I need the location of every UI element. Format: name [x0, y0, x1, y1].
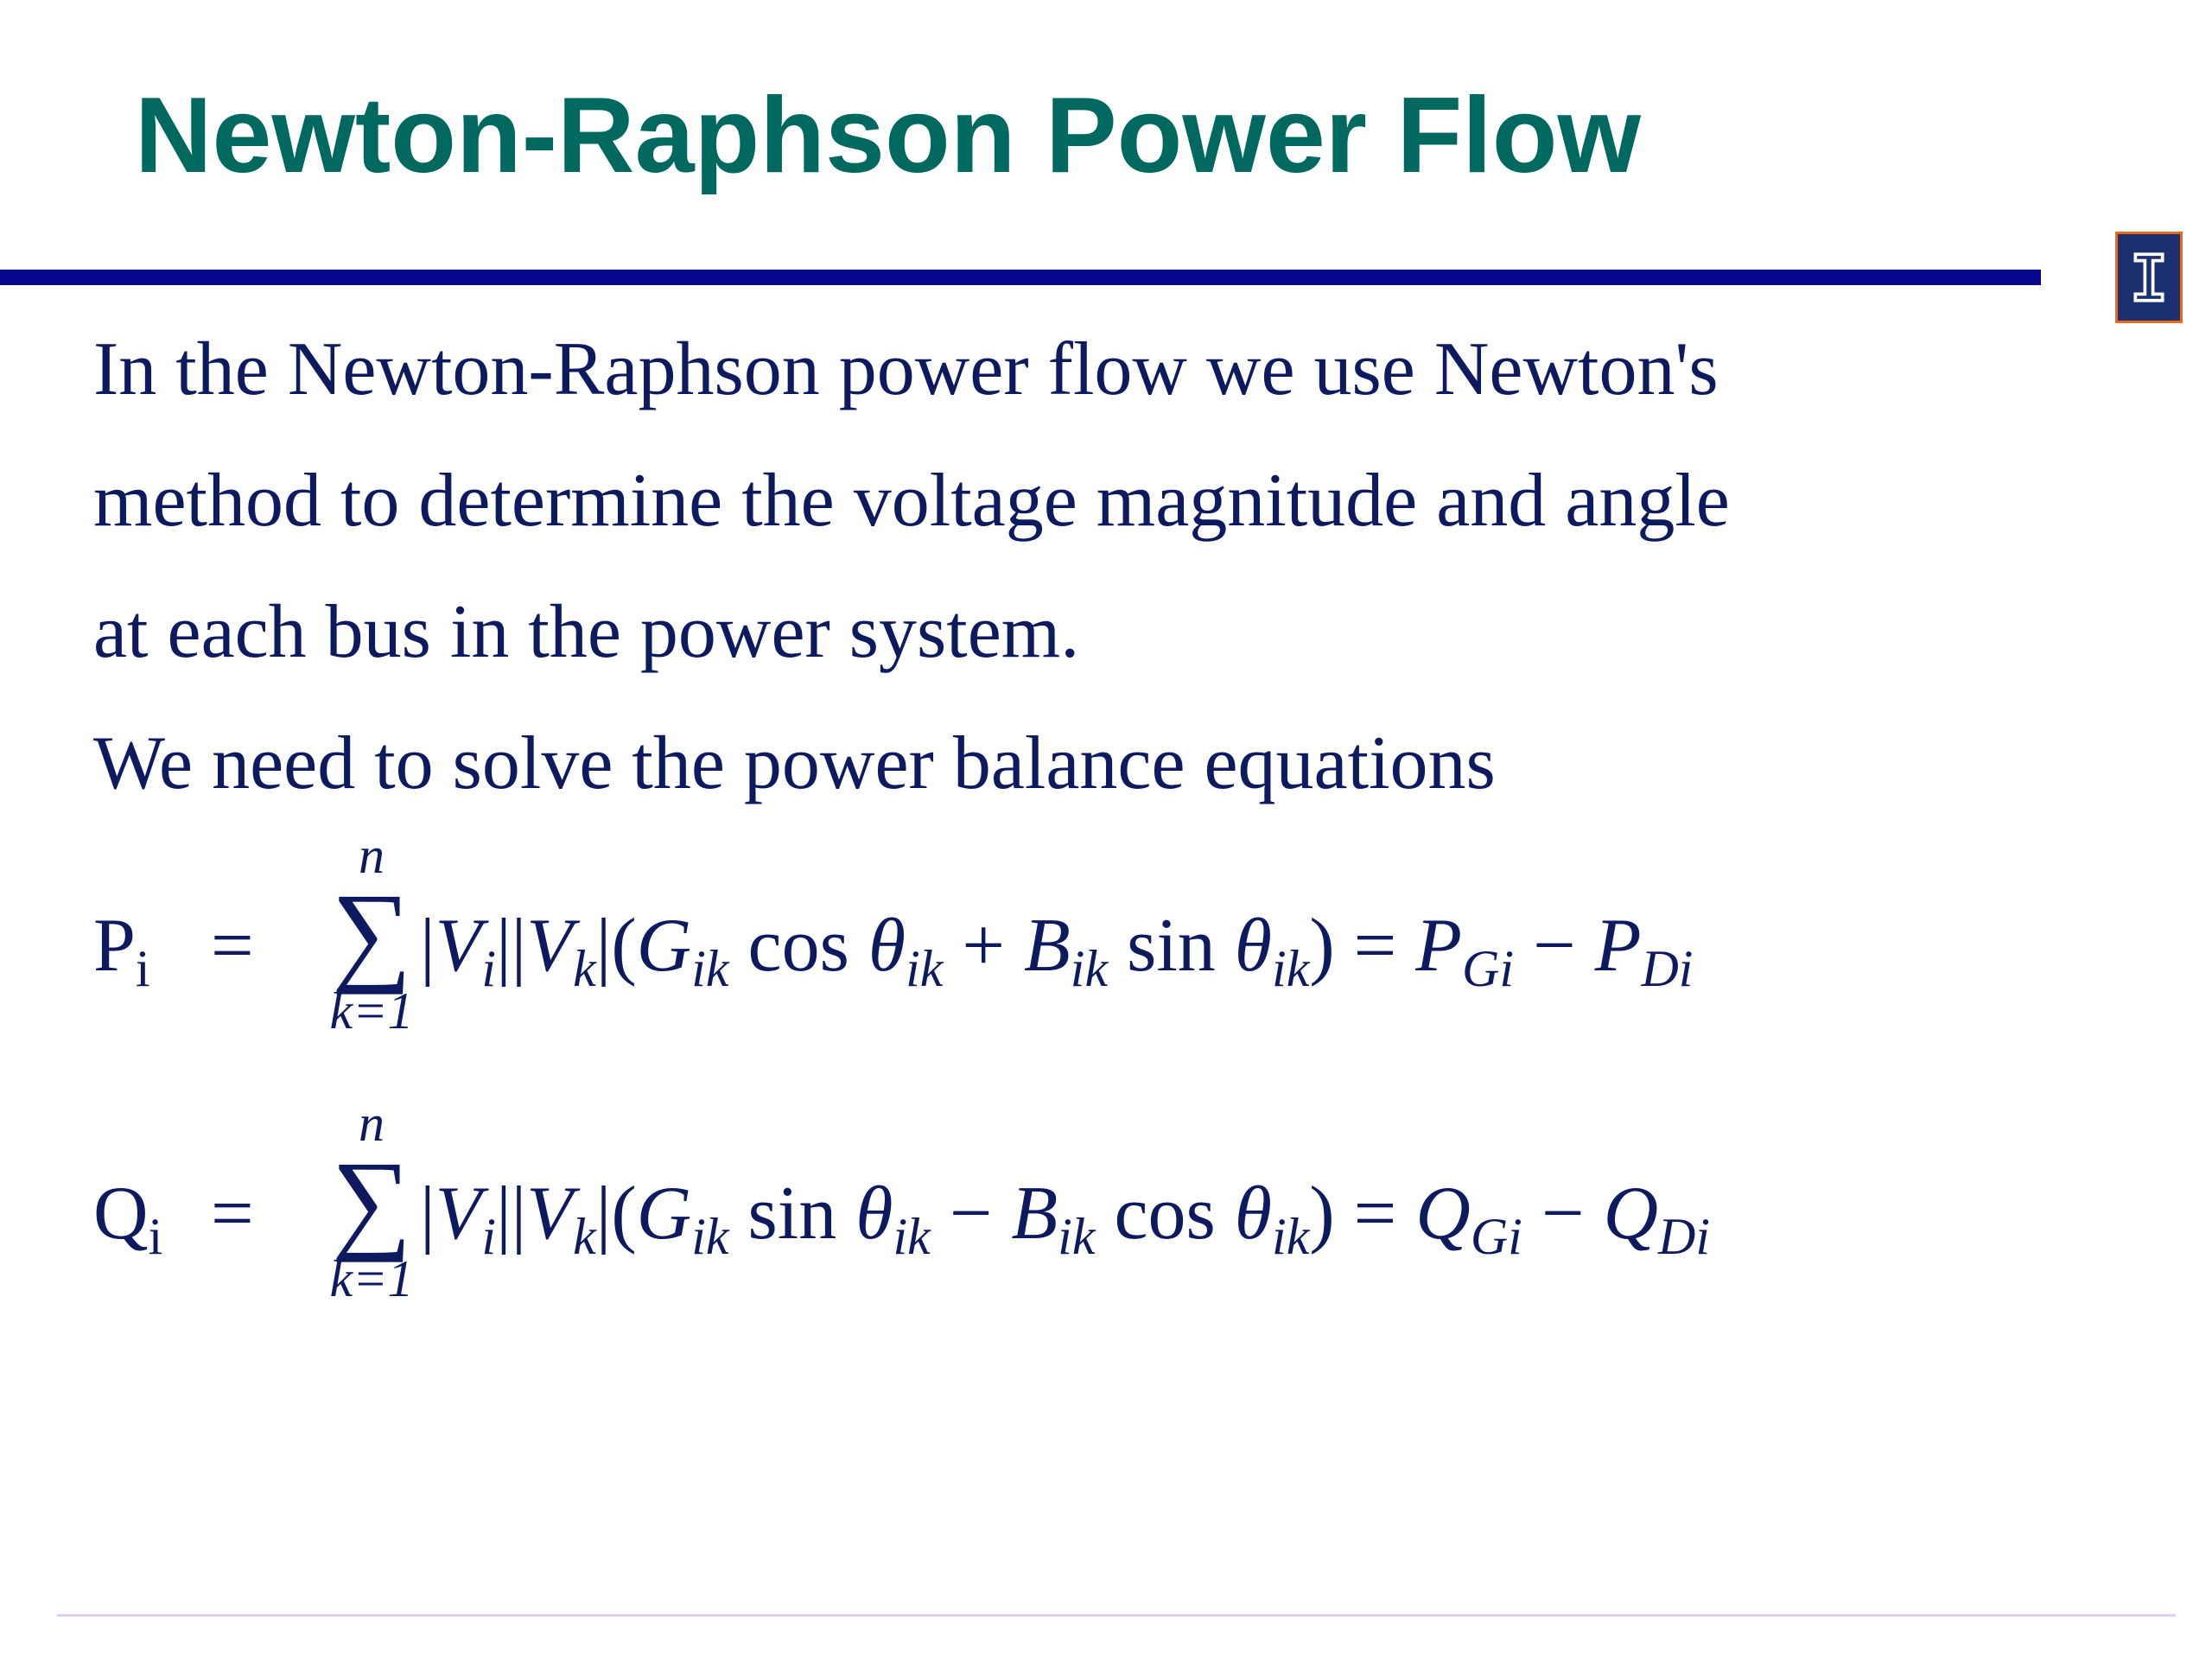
equation-rhs: $|V_i||V_k|(G_{ik}$ $\sin \theta_{ik} - B_{ik}$ $\cos \theta_{ik}) = Q_{Gi} - Q_{Di}$	[420, 1172, 1711, 1265]
equation-rhs: $|V_i||V_k|(G_{ik}$ $\cos \theta_{ik} + B_{ik}$ $\sin \theta_{ik}) = P_{Gi} - P_{Di}$	[420, 904, 1694, 997]
paragraph-line: We need to solve the power balance equations	[93, 721, 1496, 805]
slide-title: Newton-Raphson Power Flow	[135, 76, 1641, 195]
equals-sign: =	[211, 1172, 254, 1255]
equation-lhs: $Q_i$	[93, 1172, 163, 1265]
block-i-icon	[2118, 234, 2180, 321]
university-logo	[2115, 232, 2183, 323]
paragraph-line: at each bus in the power system.	[93, 590, 1080, 674]
summation: n ∑ k=1	[329, 1095, 414, 1307]
summation: n ∑ k=1	[329, 827, 414, 1039]
body-text	[93, 304, 2081, 830]
footer-divider	[57, 1614, 2176, 1617]
equation-lhs: $P_i$	[93, 904, 150, 997]
paragraph-line: In the Newton-Raphson power flow we use Newton's	[93, 327, 1719, 411]
paragraph-line: method to determine the voltage magnitude and angle	[93, 459, 1730, 543]
equals-sign: =	[211, 904, 254, 988]
title-rule	[0, 270, 2041, 285]
